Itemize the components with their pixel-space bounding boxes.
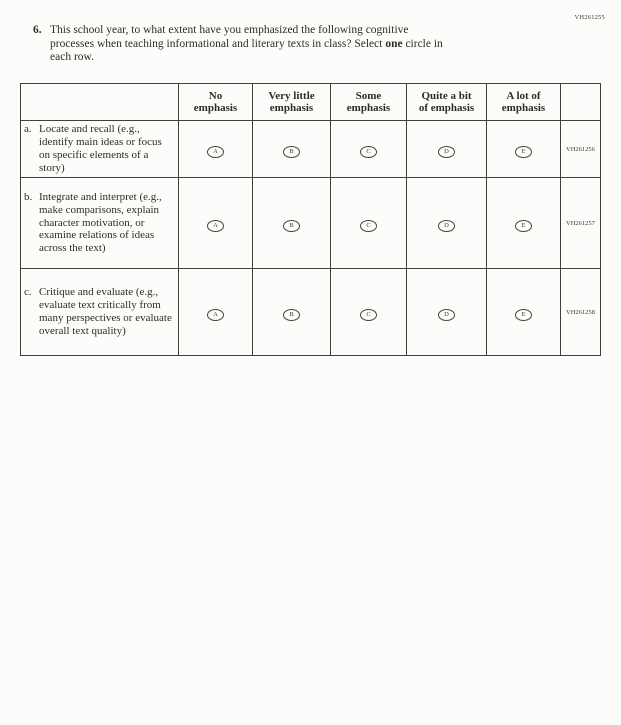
header-line: emphasis xyxy=(501,102,546,114)
header-line: of emphasis xyxy=(418,102,475,114)
bubble-letter: E xyxy=(521,147,526,155)
response-bubble-c-quite-a-bit-of-emphasis[interactable] xyxy=(438,309,455,321)
bubble-letter: A xyxy=(213,310,218,318)
column-header-very-little-emphasis xyxy=(253,84,331,121)
question-line-2 xyxy=(50,38,443,52)
header-row xyxy=(21,84,601,121)
question-line-2-end: circle in xyxy=(402,37,443,50)
column-header-a-lot-of-emphasis xyxy=(487,84,561,121)
bubble-cell xyxy=(253,121,331,178)
row-code: VH261258 xyxy=(561,269,601,356)
bubble-letter: D xyxy=(444,147,449,155)
question-line-1: This school year, to what extent have you emphasized the following cognitive xyxy=(50,24,409,36)
row-label-c xyxy=(21,269,179,356)
bubble-letter: E xyxy=(521,221,526,229)
table-row-a xyxy=(21,121,601,178)
row-letter: c. xyxy=(24,286,32,299)
bubble-letter: D xyxy=(444,310,449,318)
row-label-text: Integrate and interpret (e.g., make comparisons, explain character motivation, or examine relations of ideas across the text) xyxy=(39,191,162,255)
bubble-letter: E xyxy=(521,310,526,318)
response-grid xyxy=(20,83,601,356)
question-text xyxy=(50,24,443,65)
bubble-cell xyxy=(331,269,407,356)
empty-header-cell xyxy=(21,84,179,121)
response-bubble-b-very-little-emphasis[interactable] xyxy=(283,220,300,232)
response-bubble-a-very-little-emphasis[interactable] xyxy=(283,146,300,158)
header-line: No xyxy=(208,89,223,102)
bubble-cell xyxy=(407,178,487,269)
row-letter: b. xyxy=(24,191,33,203)
bubble-cell xyxy=(407,269,487,356)
response-bubble-b-quite-a-bit-of-emphasis[interactable] xyxy=(438,220,455,232)
bubble-cell xyxy=(487,269,561,356)
bubble-letter: B xyxy=(289,147,294,155)
header-line: Quite a bit xyxy=(421,89,472,102)
row-label-text: Locate and recall (e.g., identify main ideas or focus on specific elements of a story) xyxy=(39,123,162,174)
response-bubble-b-no-emphasis[interactable] xyxy=(207,220,224,232)
header-line: A lot of xyxy=(506,89,541,102)
header-line: emphasis xyxy=(193,102,238,114)
response-bubble-a-some-emphasis[interactable] xyxy=(360,146,377,158)
question-line-2-start: processes when teaching informational and literary texts in class? Select xyxy=(50,37,386,50)
bubble-letter: C xyxy=(366,147,371,155)
code-header-cell xyxy=(561,84,601,121)
bubble-cell xyxy=(487,121,561,178)
question-number: 6. xyxy=(33,24,42,36)
form-code-top: VH261255 xyxy=(574,14,605,21)
row-label-b xyxy=(21,178,179,269)
row-letter: a. xyxy=(24,123,32,136)
response-bubble-a-no-emphasis[interactable] xyxy=(207,146,224,158)
response-bubble-c-some-emphasis[interactable] xyxy=(360,309,377,321)
table-row-c xyxy=(21,269,601,356)
bubble-letter: B xyxy=(289,310,294,318)
bubble-cell xyxy=(487,178,561,269)
bubble-letter: D xyxy=(444,221,449,229)
question-6 xyxy=(33,24,573,65)
row-label-a xyxy=(21,121,179,178)
response-bubble-c-no-emphasis[interactable] xyxy=(207,309,224,321)
bubble-cell xyxy=(407,121,487,178)
bubble-letter: A xyxy=(213,221,218,229)
header-line: emphasis xyxy=(269,102,314,114)
response-bubble-c-very-little-emphasis[interactable] xyxy=(283,309,300,321)
row-label-text: Critique and evaluate (e.g., evaluate text critically from many perspectives or evaluate overall text quality) xyxy=(39,286,172,337)
bubble-cell xyxy=(253,269,331,356)
column-header-quite-a-bit-of-emphasis xyxy=(407,84,487,121)
bubble-cell xyxy=(179,121,253,178)
header-line: emphasis xyxy=(346,102,391,114)
header-line: Some xyxy=(355,89,382,102)
table-row-b xyxy=(21,178,601,269)
bubble-letter: C xyxy=(366,310,371,318)
bubble-letter: C xyxy=(366,221,371,229)
row-code: VH261257 xyxy=(561,178,601,269)
column-header-some-emphasis xyxy=(331,84,407,121)
header-line: Very little xyxy=(268,89,315,102)
bubble-cell xyxy=(331,178,407,269)
response-bubble-b-a-lot-of-emphasis[interactable] xyxy=(515,220,532,232)
response-bubble-a-a-lot-of-emphasis[interactable] xyxy=(515,146,532,158)
question-line-2-bold: one xyxy=(385,37,403,50)
bubble-letter: A xyxy=(213,147,218,155)
bubble-letter: B xyxy=(289,221,294,229)
column-header-no-emphasis xyxy=(179,84,253,121)
question-line-3: each row. xyxy=(50,51,94,63)
bubble-cell xyxy=(253,178,331,269)
row-code: VH261256 xyxy=(561,121,601,178)
response-bubble-c-a-lot-of-emphasis[interactable] xyxy=(515,309,532,321)
bubble-cell xyxy=(179,178,253,269)
bubble-cell xyxy=(179,269,253,356)
response-bubble-b-some-emphasis[interactable] xyxy=(360,220,377,232)
bubble-cell xyxy=(331,121,407,178)
response-bubble-a-quite-a-bit-of-emphasis[interactable] xyxy=(438,146,455,158)
